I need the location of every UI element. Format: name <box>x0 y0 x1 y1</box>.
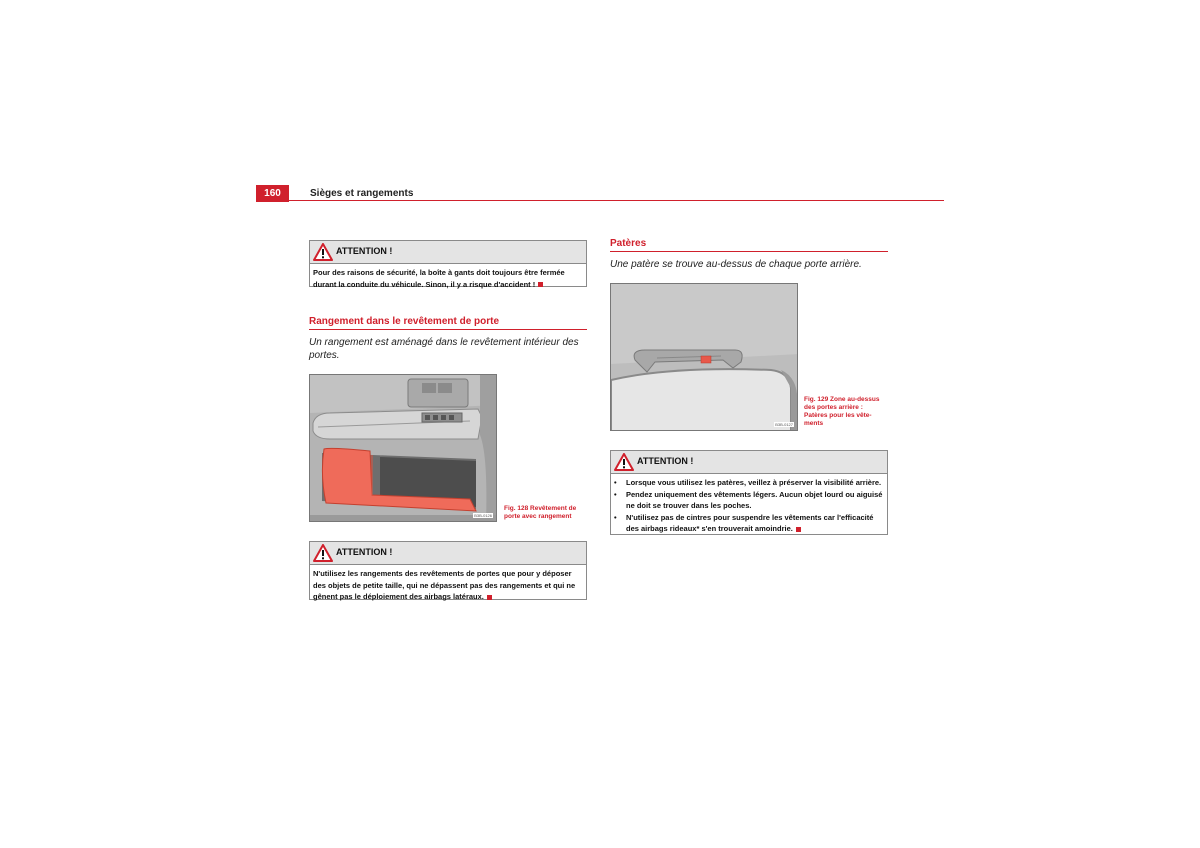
warning-header <box>310 542 586 565</box>
warning-text: Pour des raisons de sécurité, la boîte à gants doit toujours être fermée durant la conduite du véhicule. Sinon, il y a risque d'accident ! <box>313 268 565 289</box>
section-intro-hooks: Une patère se trouve au-dessus de chaque porte arrière. <box>610 259 862 270</box>
figure-code: B3B-0126 <box>474 513 492 518</box>
end-marker-icon <box>487 595 492 600</box>
figure-coat-hook <box>610 283 798 431</box>
section-title-hooks: Patères <box>610 238 647 249</box>
bullet-icon: • <box>614 489 617 499</box>
warning-bullet: • Pendez uniquement des vêtements légers. Aucun objet lourd ou aiguisé ne doit se trouver dans les poches. <box>614 489 883 510</box>
warning-header <box>310 241 586 264</box>
warning-glovebox <box>309 240 587 287</box>
section-rule <box>309 329 587 330</box>
figure-caption-129: Fig. 129 Zone au-dessus des portes arrière : Patères pour les vête- ments <box>804 396 880 427</box>
bullet-icon: • <box>614 512 617 522</box>
end-marker-icon <box>796 527 801 532</box>
coat-hook-illustration <box>611 284 798 431</box>
figure-caption-128: Fig. 128 Revêtement de porte avec rangement <box>504 505 577 520</box>
section-title-door-storage: Rangement dans le revêtement de porte <box>309 316 500 327</box>
warning-title: ATTENTION ! <box>637 456 694 466</box>
header-rule <box>256 200 944 201</box>
warning-door-storage <box>309 541 587 600</box>
warning-title: ATTENTION ! <box>336 246 393 256</box>
warning-header <box>611 451 887 474</box>
section-rule <box>610 251 888 252</box>
warning-triangle-icon <box>614 453 634 471</box>
warning-bullet: • Lorsque vous utilisez les patères, veillez à préserver la visibilité arrière. <box>614 478 882 487</box>
warning-text <box>611 474 887 537</box>
end-marker-icon <box>538 282 543 287</box>
door-panel-illustration <box>310 375 497 522</box>
warning-triangle-icon <box>313 243 333 261</box>
warning-triangle-icon <box>313 544 333 562</box>
section-intro-door-storage: Un rangement est aménagé dans le revêtement intérieur des portes. <box>309 337 579 361</box>
warning-text: N'utilisez les rangements des revêtements de portes que pour y déposer des objets de petite taille, qui ne dépassent pas des rangements et qui ne gênent pas le déploiement des airbags latéraux. <box>313 569 576 601</box>
warning-coat-hooks <box>610 450 888 535</box>
figure-code: B3B-0127 <box>775 422 793 427</box>
bullet-icon: • <box>614 478 617 487</box>
warning-bullet: • N'utilisez pas de cintres pour suspendre les vêtements car l'efficacité des airbags rideaux* s'en trouverait amoindrie. <box>614 512 874 533</box>
figure-door-panel <box>309 374 497 522</box>
page-header-title: Sièges et rangements <box>310 188 414 199</box>
page-number: 160 <box>256 185 289 202</box>
warning-title: ATTENTION ! <box>336 547 393 557</box>
